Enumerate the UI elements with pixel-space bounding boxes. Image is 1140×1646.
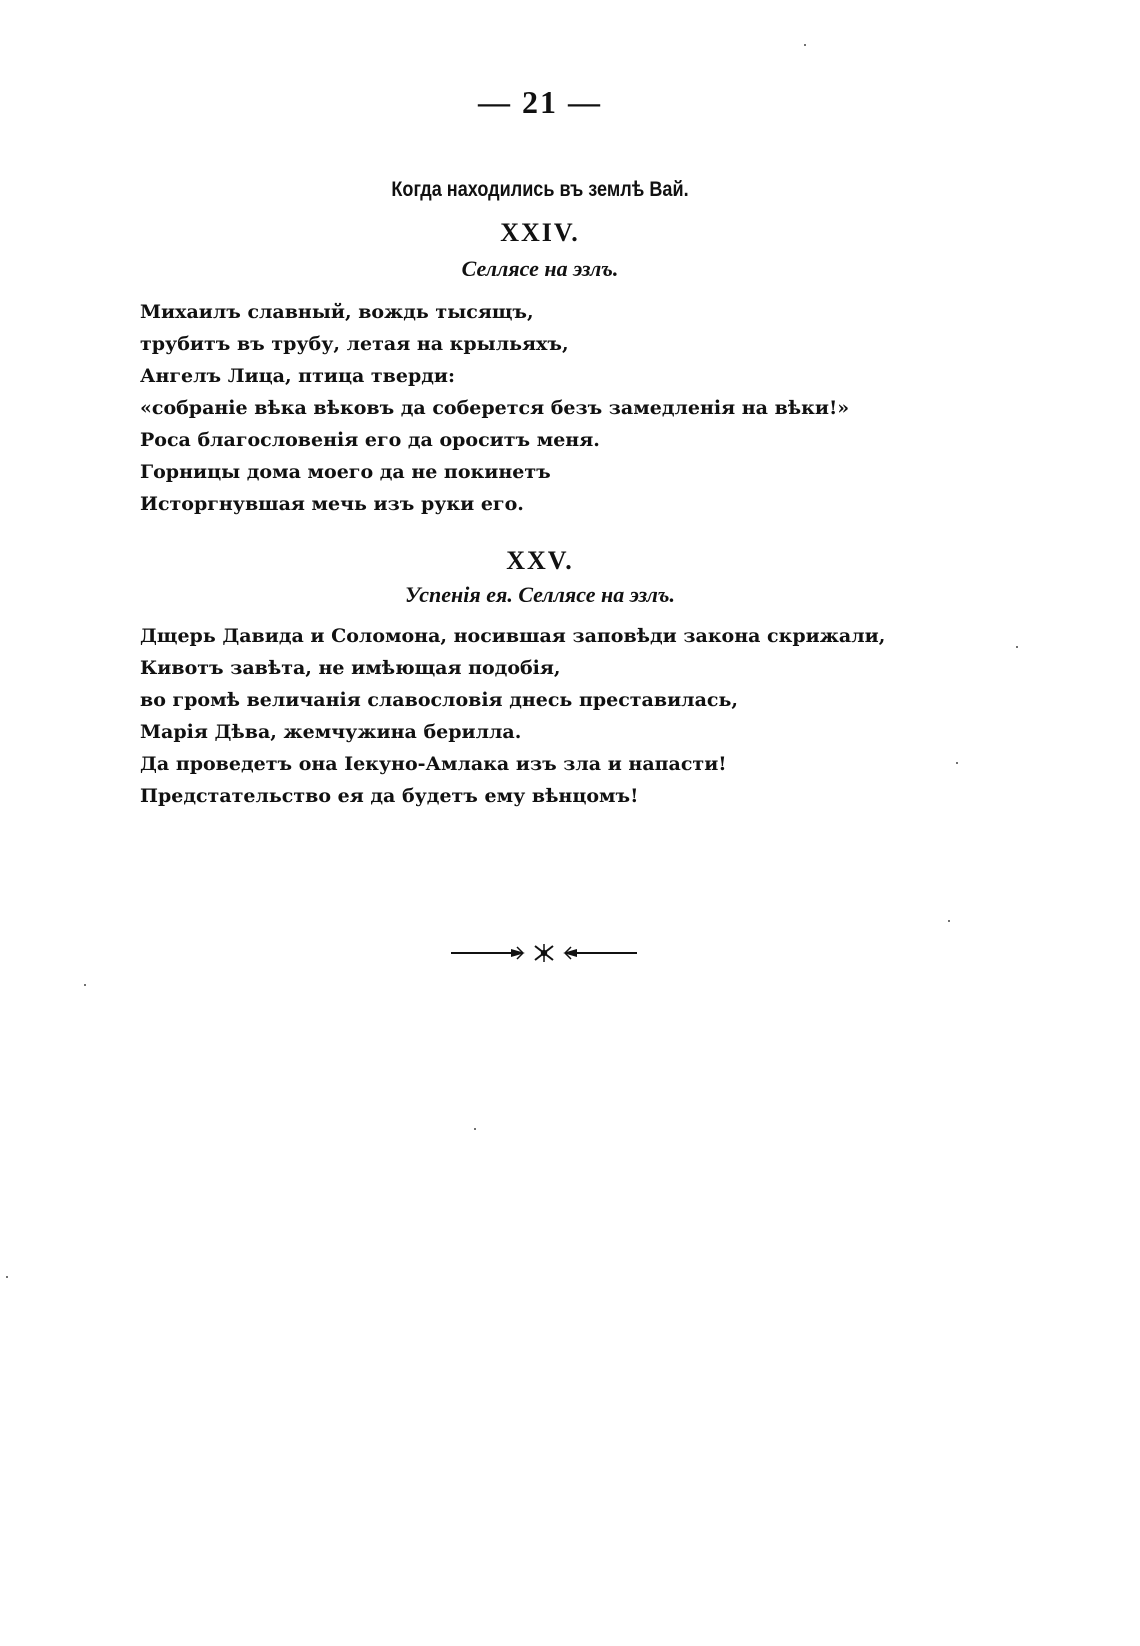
scan-speck bbox=[956, 762, 958, 764]
scan-speck bbox=[84, 984, 86, 986]
scan-speck bbox=[1016, 646, 1018, 648]
hymn-numeral-xxiv: XXIV. bbox=[500, 218, 580, 247]
verse-line: «собраніе вѣка вѣковъ да соберется безъ замедленія на вѣки!» bbox=[140, 397, 850, 419]
verse-line: Михаилъ славный, вождь тысящъ, bbox=[140, 301, 534, 323]
hymn-verse-xxiv bbox=[140, 296, 849, 520]
scan-speck bbox=[804, 44, 806, 46]
scan-speck bbox=[6, 1276, 8, 1278]
scan-speck bbox=[948, 920, 950, 922]
hymn-subtitle-xxv: Успенія ея. Селлясе на эзлъ. bbox=[405, 582, 675, 607]
section-heading: Когда находились въ землѣ Вай. bbox=[391, 178, 689, 201]
hymn-numeral-xxv: XXV. bbox=[506, 546, 574, 575]
verse-line: Исторгнувшая мечь изъ руки его. bbox=[140, 493, 524, 515]
verse-line: во громѣ величанія славословія днесь преставилась, bbox=[140, 689, 738, 711]
hymn-verse-xxv bbox=[140, 620, 885, 812]
verse-line: Да проведетъ она Іекуно-Амлака изъ зла и напасти! bbox=[140, 753, 727, 775]
verse-line: Ангелъ Лица, птица тверди: bbox=[140, 365, 456, 387]
end-of-section-ornament-icon bbox=[451, 940, 637, 966]
verse-line: Роса благословенія его да ороситъ меня. bbox=[140, 429, 600, 451]
verse-line: трубитъ въ трубу, летая на крыльяхъ, bbox=[140, 333, 569, 355]
verse-line: Дщерь Давида и Соломона, носившая заповѣди закона скрижали, bbox=[140, 625, 886, 647]
hymn-subtitle-xxiv: Селлясе на эзлъ. bbox=[461, 256, 619, 281]
verse-line: Горницы дома моего да не покинетъ bbox=[140, 461, 551, 483]
scan-speck bbox=[474, 1128, 476, 1130]
verse-line: Предстательство ея да будетъ ему вѣнцомъ! bbox=[140, 785, 639, 807]
verse-line: Кивотъ завѣта, не имѣющая подобія, bbox=[140, 657, 561, 679]
verse-line: Марія Дѣва, жемчужина берилла. bbox=[140, 721, 522, 743]
page-number: — 21 — bbox=[478, 84, 602, 120]
